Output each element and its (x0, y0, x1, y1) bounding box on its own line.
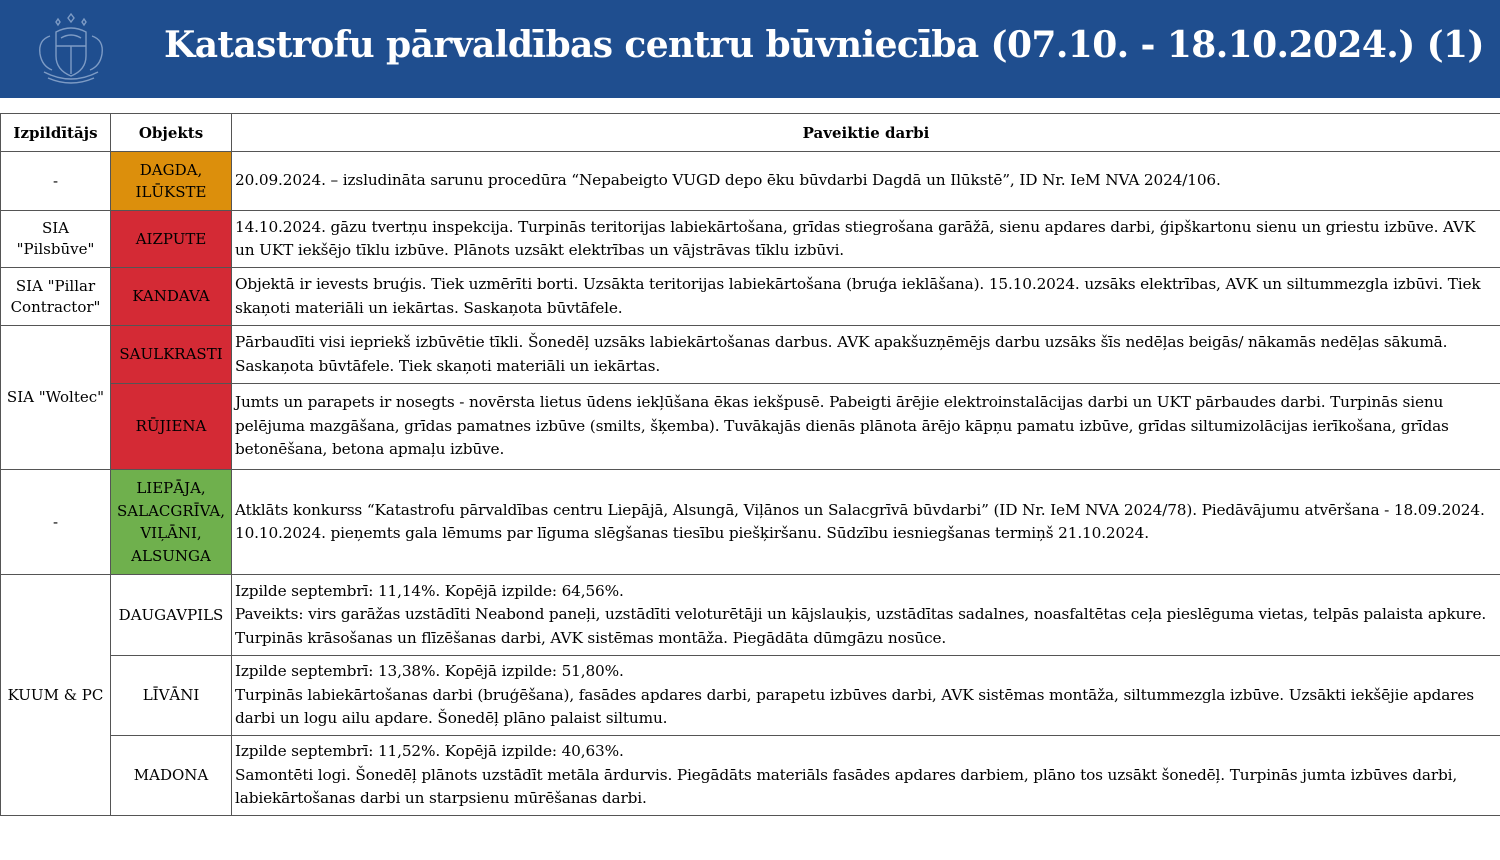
object-cell-daugavpils: DAUGAVPILS (111, 575, 232, 656)
works-cell: Jumts un parapets ir nosegts - novērsta lietus ūdens iekļūšana ēkas iekšpusē. Pabeigti ārējie elektroinstalācijas darbi un UKT pārbaudes darbi. Turpinās sienu pelējuma mazgāšana, grīdas pamatnes izbūve (smilts, šķemba). Tuvākajās dienās plānota ārējo kāpņu pamatu izbūve, grīdas siltumizolācijas ierīkošana, grīdas betonēšana, betona apmaļu izbūve. (232, 384, 1500, 470)
table-row (1, 656, 1500, 736)
object-cell-rujiena: RŪJIENA (111, 384, 232, 470)
table-header-row (1, 114, 1500, 152)
table-row (1, 152, 1500, 211)
object-cell-aizpute: AIZPUTE (111, 211, 232, 268)
works-cell: Izpilde septembrī: 11,52%. Kopējā izpilde: 40,63%. Samontēti logi. Šonedēļ plānots uzstādīt metāla ārdurvis. Piegādāts materiāls fasādes apdares darbiem, plāno tos uzsākt šonedēļ. Turpinās jumta izbūves darbi, labiekārtošanas darbi un starpsienu mūrēšanas darbi. (232, 736, 1500, 816)
executor-cell: - (1, 470, 111, 575)
header-bar (0, 0, 1500, 98)
object-cell-saulkrasti: SAULKRASTI (111, 326, 232, 384)
object-cell-madona: MADONA (111, 736, 232, 816)
works-table (0, 113, 1500, 816)
column-header-object: Objekts (111, 114, 232, 152)
table-row (1, 268, 1500, 326)
works-cell: Atklāts konkurss “Katastrofu pārvaldības centru Liepājā, Alsungā, Viļānos un Salacgrīvā būvdarbi” (ID Nr. IeM NVA 2024/78). Piedāvājumu atvēršana - 18.09.2024. 10.10.2024. pieņemts gala lēmums par līguma slēgšanas tiesību piešķiršanu. Sūdzību iesniegšanas termiņš 21.10.2024. (232, 470, 1500, 575)
latvia-coat-of-arms-icon (28, 10, 114, 88)
works-cell: 20.09.2024. – izsludināta sarunu procedūra “Nepabeigto VUGD depo ēku būvdarbi Dagdā un Ilūkstē”, ID Nr. IeM NVA 2024/106. (232, 152, 1500, 211)
object-cell-kandava: KANDAVA (111, 268, 232, 326)
table-row (1, 470, 1500, 575)
object-cell-liepaja-group: LIEPĀJA, SALACGRĪVA, VIĻĀNI, ALSUNGA (111, 470, 232, 575)
executor-cell: KUUM & PC (1, 575, 111, 816)
executor-cell: - (1, 152, 111, 211)
table-row (1, 384, 1500, 470)
column-header-works: Paveiktie darbi (232, 114, 1500, 152)
executor-cell: SIA "Pillar Contractor" (1, 268, 111, 326)
table-row (1, 211, 1500, 268)
works-cell: Objektā ir ievests bruģis. Tiek uzmērīti borti. Uzsākta teritorijas labiekārtošana (bruģa ieklāšana). 15.10.2024. uzsāks elektrības, AVK un siltummezgla izbūvi. Tiek skaņoti materiāli un iekārtas. Saskaņota būvtāfele. (232, 268, 1500, 326)
table-row (1, 575, 1500, 656)
executor-cell: SIA "Woltec" (1, 326, 111, 470)
works-cell: Izpilde septembrī: 11,14%. Kopējā izpilde: 64,56%. Paveikts: virs garāžas uzstādīti Neabond paneļi, uzstādīti veloturētāji un kājslauķis, uzstādītas sadalnes, noasfaltētas ceļa pieslēguma vietas, telpās palaista apkure. Turpinās krāsošanas un flīzēšanas darbi, AVK sistēmas montāža. Piegādāta dūmgāzu nosūce. (232, 575, 1500, 656)
works-cell: Izpilde septembrī: 13,38%. Kopējā izpilde: 51,80%. Turpinās labiekārtošanas darbi (bruģēšana), fasādes apdares darbi, parapetu izbūves darbi, AVK sistēmas montāža, siltummezgla izbūve. Uzsākti iekšējie apdares darbi un logu ailu apdare. Šonedēļ plāno palaist siltumu. (232, 656, 1500, 736)
works-cell: Pārbaudīti visi iepriekš izbūvētie tīkli. Šonedēļ uzsāks labiekārtošanas darbus. AVK apakšuzņēmējs darbu uzsāks šīs nedēļas beigās/ nākamās nedēļas sākumā. Saskaņota būvtāfele. Tiek skaņoti materiāli un iekārtas. (232, 326, 1500, 384)
page-title: Katastrofu pārvaldības centru būvniecība (07.10. - 18.10.2024.) (1) (164, 24, 1484, 66)
table-row (1, 326, 1500, 384)
object-cell-livani: LĪVĀNI (111, 656, 232, 736)
column-header-executor: Izpildītājs (1, 114, 111, 152)
object-cell-dagda-ilukste: DAGDA, ILŪKSTE (111, 152, 232, 211)
table-row (1, 736, 1500, 816)
works-cell: 14.10.2024. gāzu tvertņu inspekcija. Turpinās teritorijas labiekārtošana, grīdas stiegrošana garāžā, sienu apdares darbi, ģipškartonu sienu un griestu izbūve. AVK un UKT iekšējo tīklu izbūve. Plānots uzsākt elektrības un vājstrāvas tīklu izbūvi. (232, 211, 1500, 268)
executor-cell: SIA "Pilsbūve" (1, 211, 111, 268)
